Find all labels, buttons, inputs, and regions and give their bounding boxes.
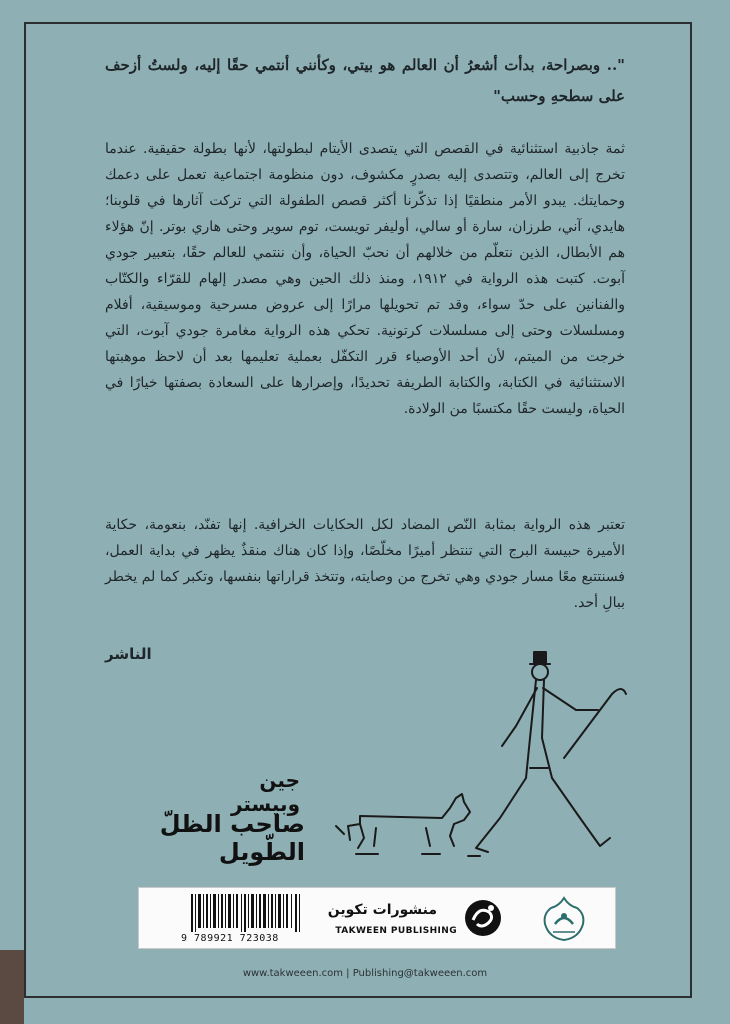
publisher-strip <box>138 887 616 949</box>
contact-line: www.takweeen.com | Publishing@takweeen.com <box>242 968 488 979</box>
blurb-paragraph-1: ثمة جاذبية استثنائية في القصص التي يتصدى الأيتام لبطولتها، لأنها بطولة حقيقية. عندما تخرج إلى العالم، وتتصدى إليه بصدرٍ مكشوف، دون منظومة اجتماعية تعمل على دعمك وحمايتك. يبدو الأمر منطقيًا إذا تذكّرنا أكثر قصص الطفولة التي تركت آثارها في قلوبنا؛ هايدي، آني، طرزان، سارة أو سالي، أوليفر تويست، توم سوير وحتى هاري بوتر. إنّ هؤلاء هم الأبطال، الذين نتعلّم من خلالهم أن نحبّ الحياة، وأن ننتمي للعالم حقًا، بتعبير جودي آبوت. كتبت هذه الرواية في ١٩١٢، ومنذ ذلك الحين وهي مصدر إلهام للقرّاء والكتّاب والفنانين على حدّ سواء، وقد تم تحويلها مرارًا إلى عروض مسرحية وموسيقية، أفلام ومسلسلات وحتى إلى مسلسلات كرتونية. تحكي هذه الرواية مغامرة جودي آبوت، التي خرجت من الميتم، لأن أحد الأوصياء قرر التكفّل بعملية تعليمها بعد أن لاحظ موهبتها الاستثنائية في الكتابة، والكتابة الطريفة تحديدًا، وإصرارها على السعادة بصفتها خيارًا في الحياة، وليست حقًا مكتسبًا من الولادة. <box>105 141 625 417</box>
spine-edge-mark <box>0 950 24 1024</box>
blurb-paragraph-2: تعتبر هذه الرواية بمثابة النّص المضاد لكل الحكايات الخرافية. إنها تفنّد، بنعومة، حكاية الأميرة حبيسة البرج التي تنتظر أميرًا مخلّصًا، وإذا كان هناك منقذٌ يظهر في بداية العمل، فسنتتبع معًا مسار جودي وهي تخرج من وصايته، وتتخذ قراراتها بنفسها، وتكبر كما لم يخطر ببالِ أحد. <box>105 517 625 611</box>
book-title: صاحب الظلّ الطّويل <box>159 810 305 866</box>
cover-quote: ".. وبصراحة، بدأت أشعرُ أن العالم هو بيتي، وكأنني أنتمي حقًا إليه، ولستُ أزحف على سطحهِ وحسب" <box>105 56 625 105</box>
publisher-signature: الناشر <box>105 645 152 663</box>
takween-logo-icon <box>461 896 505 940</box>
publisher-name-english: TAKWEEN PUBLISHING <box>335 926 457 936</box>
publisher-name-arabic: منشورات تكوين <box>327 902 437 918</box>
author-name: جين وبيستر <box>230 768 300 816</box>
barcode-icon <box>191 894 301 932</box>
man-and-dog-illustration <box>330 648 640 863</box>
publisher-seal-icon <box>539 894 589 944</box>
barcode-number: 9 789921 723038 <box>181 933 279 944</box>
